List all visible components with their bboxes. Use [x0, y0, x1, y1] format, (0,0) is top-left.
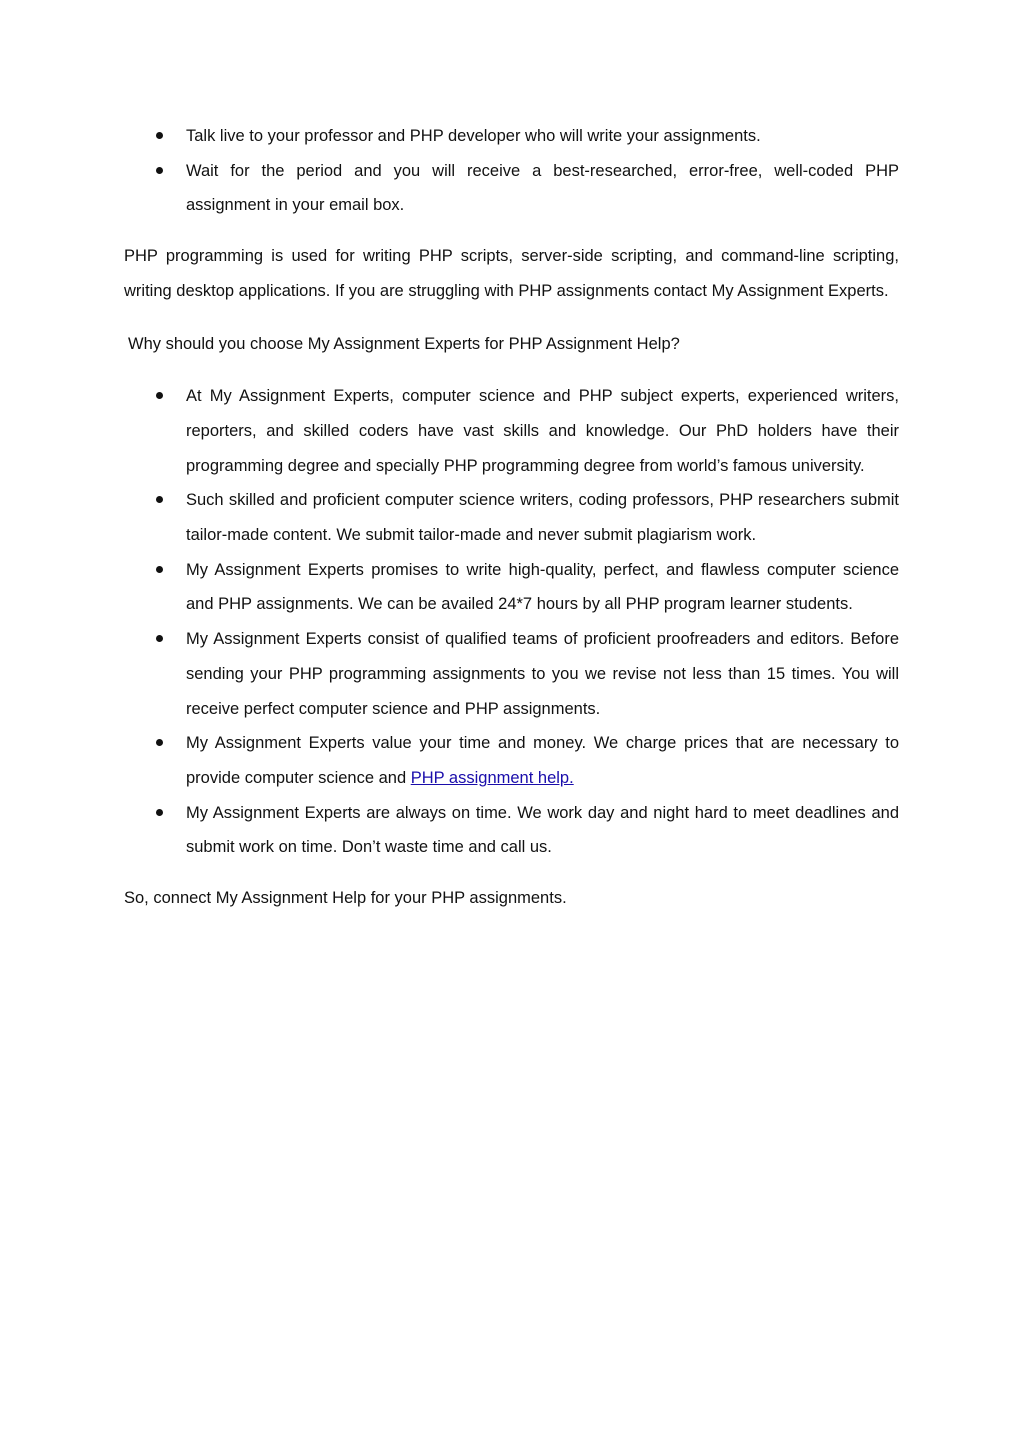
list-item: [124, 483, 899, 552]
page-content: [124, 119, 899, 916]
bullet-text: At My Assignment Experts, computer science and PHP subject experts, experienced writers, reporters, and skilled coders have vast skills and knowledge. Our PhD holders have their programming degree and specially PHP programming degree from world’s famous university.: [186, 387, 899, 475]
bullet-icon: [156, 739, 163, 746]
list-item: [124, 622, 899, 726]
list-item: [124, 726, 899, 795]
list-item: [124, 553, 899, 622]
bullet-text: My Assignment Experts are always on time. We work day and night hard to meet deadlines and submit work on time. Don’t waste time and call us.: [186, 803, 899, 857]
bullet-text: Wait for the period and you will receive a best-researched, error-free, well-coded PHP assignment in your email box.: [186, 161, 899, 215]
intro-paragraph: PHP programming is used for writing PHP scripts, server-side scripting, and command-line scripting, writing desktop applications. If you are struggling with PHP assignments contact My Assignment Experts.: [124, 247, 899, 300]
list-item: [124, 796, 899, 865]
php-assignment-help-link[interactable]: PHP assignment help.: [410, 768, 574, 787]
bullet-icon: [156, 132, 163, 139]
bullet-text: My Assignment Experts consist of qualified teams of proficient proofreaders and editors. Before sending your PHP programming assignments to you we revise not less than 15 times. You will receive perfect computer science and PHP assignments.: [186, 630, 899, 718]
bullet-icon: [156, 496, 163, 503]
bullet-icon: [156, 566, 163, 573]
bullet-text: My Assignment Experts value your time and money. We charge prices that are necessary to provide computer science and: [186, 734, 899, 787]
section-heading: Why should you choose My Assignment Experts for PHP Assignment Help?: [128, 334, 680, 353]
list-item: [124, 379, 899, 483]
bullet-icon: [156, 809, 163, 816]
top-bullet-list: [124, 119, 899, 223]
bullet-text: My Assignment Experts promises to write high-quality, perfect, and flawless computer science and PHP assignments. We can be availed 24*7 hours by all PHP program learner students.: [186, 560, 899, 614]
bullet-text: Such skilled and proficient computer science writers, coding professors, PHP researchers submit tailor-made content. We submit tailor-made and never submit plagiarism work.: [186, 491, 899, 545]
closing-paragraph: So, connect My Assignment Help for your PHP assignments.: [124, 889, 567, 908]
bullet-icon: [156, 167, 163, 174]
list-item: [124, 119, 899, 154]
list-item: [124, 154, 899, 223]
bullet-icon: [156, 635, 163, 642]
bullet-text: Talk live to your professor and PHP developer who will write your assignments.: [186, 127, 761, 145]
reasons-bullet-list: [124, 379, 899, 865]
bullet-icon: [156, 392, 163, 399]
